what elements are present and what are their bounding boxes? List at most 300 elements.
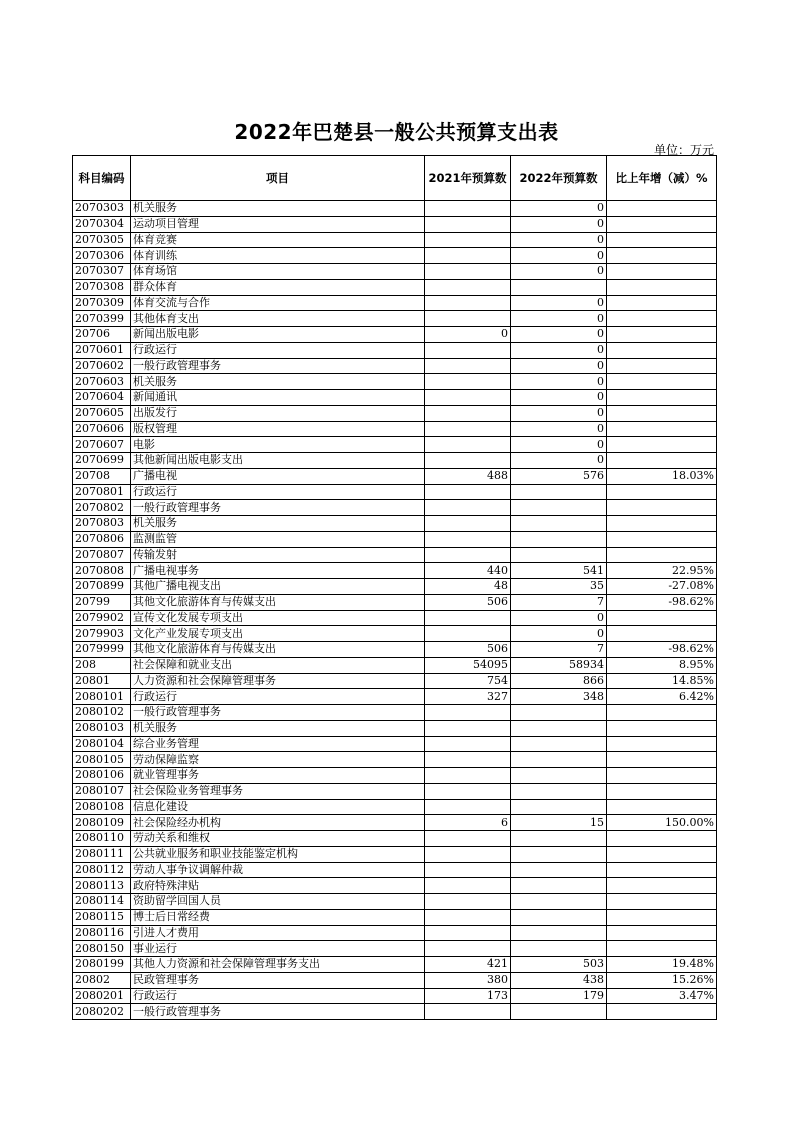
- row-2022-budget: [511, 547, 607, 563]
- row-code: 2070399: [73, 311, 131, 327]
- table-row: [73, 862, 717, 878]
- row-item: 电影: [131, 437, 425, 453]
- row-item: 传输发射: [131, 547, 425, 563]
- row-item: 新闻出版电影: [131, 327, 425, 343]
- row-item: 综合业务管理: [131, 736, 425, 752]
- row-2021-budget: [425, 878, 511, 894]
- row-code: 2079999: [73, 642, 131, 658]
- row-code: 2080105: [73, 752, 131, 768]
- row-change-pct: [607, 799, 717, 815]
- row-change-pct: [607, 610, 717, 626]
- row-2021-budget: [425, 783, 511, 799]
- row-code: 2080110: [73, 831, 131, 847]
- table-row: [73, 705, 717, 721]
- row-2022-budget: 0: [511, 610, 607, 626]
- table-row: [73, 201, 717, 217]
- row-2022-budget: [511, 500, 607, 516]
- row-2021-budget: [425, 311, 511, 327]
- row-2021-budget: [425, 894, 511, 910]
- table-row: [73, 405, 717, 421]
- row-2022-budget: [511, 516, 607, 532]
- table-row: [73, 342, 717, 358]
- table-row: [73, 374, 717, 390]
- row-code: 2070304: [73, 216, 131, 232]
- table-row: [73, 925, 717, 941]
- table-row: [73, 972, 717, 988]
- row-change-pct: [607, 783, 717, 799]
- row-2021-budget: [425, 752, 511, 768]
- row-item: 社会保险经办机构: [131, 815, 425, 831]
- table-row: [73, 626, 717, 642]
- row-change-pct: [607, 894, 717, 910]
- row-2022-budget: [511, 799, 607, 815]
- row-code: 2070699: [73, 453, 131, 469]
- row-2022-budget: [511, 941, 607, 957]
- row-code: 2070808: [73, 563, 131, 579]
- table-row: [73, 846, 717, 862]
- table-row: [73, 295, 717, 311]
- row-code: 2080106: [73, 768, 131, 784]
- table-row: [73, 768, 717, 784]
- row-code: 2079902: [73, 610, 131, 626]
- row-change-pct: 19.48%: [607, 957, 717, 973]
- row-2022-budget: [511, 909, 607, 925]
- row-2021-budget: [425, 799, 511, 815]
- table-row: [73, 720, 717, 736]
- row-item: 体育训练: [131, 248, 425, 264]
- row-2022-budget: 7: [511, 642, 607, 658]
- row-2021-budget: [425, 279, 511, 295]
- row-change-pct: [607, 390, 717, 406]
- row-2022-budget: [511, 1004, 607, 1020]
- table-row: [73, 657, 717, 673]
- row-2021-budget: 327: [425, 689, 511, 705]
- row-2022-budget: [511, 783, 607, 799]
- row-item: 行政运行: [131, 342, 425, 358]
- row-2022-budget: 0: [511, 295, 607, 311]
- row-2022-budget: 0: [511, 216, 607, 232]
- row-code: 2070602: [73, 358, 131, 374]
- row-item: 一般行政管理事务: [131, 500, 425, 516]
- table-row: [73, 390, 717, 406]
- row-change-pct: [607, 342, 717, 358]
- table-row: [73, 941, 717, 957]
- row-code: 2070305: [73, 232, 131, 248]
- row-item: 机关服务: [131, 720, 425, 736]
- row-2021-budget: [425, 547, 511, 563]
- row-code: 2080109: [73, 815, 131, 831]
- row-code: 2080111: [73, 846, 131, 862]
- row-2022-budget: 0: [511, 390, 607, 406]
- row-item: 社会保障和就业支出: [131, 657, 425, 673]
- row-2022-budget: [511, 484, 607, 500]
- row-2021-budget: [425, 846, 511, 862]
- row-2021-budget: [425, 437, 511, 453]
- table-row: [73, 547, 717, 563]
- row-2021-budget: [425, 736, 511, 752]
- row-2021-budget: 0: [425, 327, 511, 343]
- row-code: 2080101: [73, 689, 131, 705]
- table-row: [73, 594, 717, 610]
- page-title: 2022年巴楚县一般公共预算支出表: [234, 120, 559, 144]
- row-2021-budget: [425, 453, 511, 469]
- row-2021-budget: [425, 925, 511, 941]
- table-row: [73, 327, 717, 343]
- row-change-pct: 14.85%: [607, 673, 717, 689]
- row-code: 2080107: [73, 783, 131, 799]
- row-2021-budget: [425, 862, 511, 878]
- row-2022-budget: 0: [511, 453, 607, 469]
- row-item: 行政运行: [131, 988, 425, 1004]
- row-item: 一般行政管理事务: [131, 705, 425, 721]
- row-change-pct: [607, 925, 717, 941]
- table-row: [73, 988, 717, 1004]
- row-code: 2070606: [73, 421, 131, 437]
- row-2022-budget: 0: [511, 327, 607, 343]
- row-item: 博士后日常经费: [131, 909, 425, 925]
- row-2021-budget: [425, 705, 511, 721]
- table-row: [73, 752, 717, 768]
- row-2022-budget: 541: [511, 563, 607, 579]
- table-row: [73, 500, 717, 516]
- table-row: [73, 815, 717, 831]
- row-item: 其他文化旅游体育与传媒支出: [131, 594, 425, 610]
- row-change-pct: 3.47%: [607, 988, 717, 1004]
- row-2021-budget: [425, 232, 511, 248]
- row-change-pct: [607, 437, 717, 453]
- row-2022-budget: 0: [511, 201, 607, 217]
- table-row: [73, 642, 717, 658]
- row-2021-budget: [425, 500, 511, 516]
- row-2021-budget: 754: [425, 673, 511, 689]
- row-change-pct: [607, 500, 717, 516]
- row-2022-budget: [511, 846, 607, 862]
- row-item: 其他人力资源和社会保障管理事务支出: [131, 957, 425, 973]
- row-2021-budget: [425, 201, 511, 217]
- row-code: 2080116: [73, 925, 131, 941]
- row-2022-budget: 0: [511, 248, 607, 264]
- row-2021-budget: [425, 358, 511, 374]
- row-item: 行政运行: [131, 484, 425, 500]
- row-item: 群众体育: [131, 279, 425, 295]
- table-row: [73, 673, 717, 689]
- row-2022-budget: [511, 752, 607, 768]
- row-item: 一般行政管理事务: [131, 358, 425, 374]
- row-change-pct: [607, 279, 717, 295]
- row-item: 资助留学回国人员: [131, 894, 425, 910]
- row-item: 宣传文化发展专项支出: [131, 610, 425, 626]
- table-row: [73, 831, 717, 847]
- table-row: [73, 264, 717, 280]
- table-row: [73, 279, 717, 295]
- table-row: [73, 453, 717, 469]
- row-2022-budget: [511, 862, 607, 878]
- row-code: 20706: [73, 327, 131, 343]
- row-2021-budget: [425, 484, 511, 500]
- row-change-pct: [607, 516, 717, 532]
- row-change-pct: [607, 264, 717, 280]
- row-2021-budget: 173: [425, 988, 511, 1004]
- budget-table: [72, 155, 717, 1020]
- unit-label: 单位：万元: [653, 143, 714, 157]
- row-2022-budget: 576: [511, 468, 607, 484]
- row-2022-budget: 0: [511, 232, 607, 248]
- row-2022-budget: 0: [511, 342, 607, 358]
- row-item: 劳动人事争议调解仲裁: [131, 862, 425, 878]
- row-item: 信息化建设: [131, 799, 425, 815]
- row-2021-budget: 48: [425, 579, 511, 595]
- row-change-pct: 22.95%: [607, 563, 717, 579]
- row-change-pct: [607, 453, 717, 469]
- row-item: 其他新闻出版电影支出: [131, 453, 425, 469]
- table-row: [73, 421, 717, 437]
- row-change-pct: [607, 626, 717, 642]
- table-row: [73, 531, 717, 547]
- row-code: 2070605: [73, 405, 131, 421]
- row-item: 体育交流与合作: [131, 295, 425, 311]
- table-row: [73, 468, 717, 484]
- row-2022-budget: 0: [511, 374, 607, 390]
- row-change-pct: 8.95%: [607, 657, 717, 673]
- row-code: 208: [73, 657, 131, 673]
- row-code: 2070801: [73, 484, 131, 500]
- row-2022-budget: 0: [511, 405, 607, 421]
- row-2021-budget: [425, 264, 511, 280]
- row-change-pct: [607, 736, 717, 752]
- row-2021-budget: 6: [425, 815, 511, 831]
- row-2022-budget: [511, 720, 607, 736]
- table-row: [73, 563, 717, 579]
- table-row: [73, 894, 717, 910]
- row-code: 2080113: [73, 878, 131, 894]
- row-item: 就业管理事务: [131, 768, 425, 784]
- row-change-pct: [607, 374, 717, 390]
- row-code: 2080115: [73, 909, 131, 925]
- row-2022-budget: [511, 831, 607, 847]
- row-code: 20801: [73, 673, 131, 689]
- row-2021-budget: 506: [425, 642, 511, 658]
- row-2021-budget: [425, 768, 511, 784]
- row-code: 2070309: [73, 295, 131, 311]
- row-2021-budget: [425, 531, 511, 547]
- row-2021-budget: [425, 610, 511, 626]
- row-code: 2070807: [73, 547, 131, 563]
- row-code: 2070802: [73, 500, 131, 516]
- row-change-pct: [607, 248, 717, 264]
- row-change-pct: [607, 201, 717, 217]
- row-item: 广播电视: [131, 468, 425, 484]
- row-item: 其他广播电视支出: [131, 579, 425, 595]
- row-2021-budget: 54095: [425, 657, 511, 673]
- table-row: [73, 216, 717, 232]
- row-item: 体育场馆: [131, 264, 425, 280]
- header-item: 项目: [131, 156, 425, 201]
- row-item: 事业运行: [131, 941, 425, 957]
- table-row: [73, 878, 717, 894]
- row-2022-budget: 179: [511, 988, 607, 1004]
- row-code: 2080108: [73, 799, 131, 815]
- row-code: 2070303: [73, 201, 131, 217]
- row-change-pct: [607, 705, 717, 721]
- row-change-pct: [607, 216, 717, 232]
- table-row: [73, 610, 717, 626]
- row-change-pct: [607, 941, 717, 957]
- row-2022-budget: 7: [511, 594, 607, 610]
- row-change-pct: 6.42%: [607, 689, 717, 705]
- row-code: 2080202: [73, 1004, 131, 1020]
- table-row: [73, 736, 717, 752]
- row-code: 2080102: [73, 705, 131, 721]
- row-item: 出版发行: [131, 405, 425, 421]
- header-change-pct: 比上年增（减）%: [607, 156, 717, 201]
- row-change-pct: [607, 405, 717, 421]
- table-row: [73, 437, 717, 453]
- row-code: 2080103: [73, 720, 131, 736]
- row-item: 运动项目管理: [131, 216, 425, 232]
- row-change-pct: [607, 232, 717, 248]
- row-change-pct: [607, 547, 717, 563]
- row-2021-budget: [425, 342, 511, 358]
- table-row: [73, 248, 717, 264]
- row-2022-budget: 0: [511, 264, 607, 280]
- row-change-pct: -27.08%: [607, 579, 717, 595]
- row-2022-budget: [511, 279, 607, 295]
- header-code: 科目编码: [73, 156, 131, 201]
- row-code: 20708: [73, 468, 131, 484]
- row-item: 广播电视事务: [131, 563, 425, 579]
- row-item: 其他体育支出: [131, 311, 425, 327]
- row-item: 政府特殊津贴: [131, 878, 425, 894]
- row-2022-budget: 35: [511, 579, 607, 595]
- row-item: 机关服务: [131, 516, 425, 532]
- row-2022-budget: [511, 878, 607, 894]
- row-2022-budget: 866: [511, 673, 607, 689]
- row-code: 2080112: [73, 862, 131, 878]
- row-2021-budget: [425, 248, 511, 264]
- row-code: 2070308: [73, 279, 131, 295]
- row-change-pct: [607, 846, 717, 862]
- row-2022-budget: [511, 736, 607, 752]
- table-row: [73, 579, 717, 595]
- row-code: 2080201: [73, 988, 131, 1004]
- row-item: 劳动关系和维权: [131, 831, 425, 847]
- row-item: 体育竞赛: [131, 232, 425, 248]
- row-item: 其他文化旅游体育与传媒支出: [131, 642, 425, 658]
- row-item: 人力资源和社会保障管理事务: [131, 673, 425, 689]
- row-code: 2070604: [73, 390, 131, 406]
- row-change-pct: -98.62%: [607, 642, 717, 658]
- row-2021-budget: [425, 516, 511, 532]
- row-2021-budget: [425, 405, 511, 421]
- row-2022-budget: 0: [511, 421, 607, 437]
- row-code: 2079903: [73, 626, 131, 642]
- row-change-pct: [607, 909, 717, 925]
- row-change-pct: [607, 484, 717, 500]
- row-item: 机关服务: [131, 374, 425, 390]
- row-2022-budget: [511, 705, 607, 721]
- row-code: 2080150: [73, 941, 131, 957]
- header-2021-budget: 2021年预算数: [425, 156, 511, 201]
- row-item: 民政管理事务: [131, 972, 425, 988]
- row-code: 2080114: [73, 894, 131, 910]
- table-row: [73, 689, 717, 705]
- row-2022-budget: 0: [511, 437, 607, 453]
- row-change-pct: [607, 878, 717, 894]
- row-code: 2080199: [73, 957, 131, 973]
- row-change-pct: [607, 862, 717, 878]
- row-2021-budget: 506: [425, 594, 511, 610]
- row-2021-budget: [425, 831, 511, 847]
- table-row: [73, 484, 717, 500]
- row-2021-budget: [425, 909, 511, 925]
- table-row: [73, 957, 717, 973]
- table-row: [73, 909, 717, 925]
- row-change-pct: [607, 720, 717, 736]
- row-2021-budget: [425, 390, 511, 406]
- row-2021-budget: 488: [425, 468, 511, 484]
- row-2021-budget: [425, 421, 511, 437]
- row-2021-budget: [425, 720, 511, 736]
- row-2021-budget: [425, 295, 511, 311]
- row-2021-budget: [425, 374, 511, 390]
- row-change-pct: [607, 831, 717, 847]
- row-code: 20799: [73, 594, 131, 610]
- row-change-pct: -98.62%: [607, 594, 717, 610]
- row-2021-budget: [425, 1004, 511, 1020]
- table-row: [73, 783, 717, 799]
- row-2021-budget: 440: [425, 563, 511, 579]
- row-2022-budget: [511, 768, 607, 784]
- row-change-pct: [607, 327, 717, 343]
- row-code: 2080104: [73, 736, 131, 752]
- row-code: 2070607: [73, 437, 131, 453]
- row-code: 2070307: [73, 264, 131, 280]
- row-item: 监测监管: [131, 531, 425, 547]
- row-item: 劳动保障监察: [131, 752, 425, 768]
- table-row: [73, 311, 717, 327]
- row-change-pct: [607, 421, 717, 437]
- row-2022-budget: 15: [511, 815, 607, 831]
- row-item: 一般行政管理事务: [131, 1004, 425, 1020]
- table-body: [73, 201, 717, 1020]
- row-change-pct: 15.26%: [607, 972, 717, 988]
- row-change-pct: [607, 1004, 717, 1020]
- row-change-pct: 150.00%: [607, 815, 717, 831]
- row-2022-budget: 0: [511, 311, 607, 327]
- row-code: 2070603: [73, 374, 131, 390]
- row-2022-budget: 0: [511, 358, 607, 374]
- row-change-pct: [607, 752, 717, 768]
- row-2022-budget: [511, 894, 607, 910]
- row-code: 2070803: [73, 516, 131, 532]
- row-code: 2070601: [73, 342, 131, 358]
- row-2021-budget: 421: [425, 957, 511, 973]
- row-2022-budget: [511, 925, 607, 941]
- row-code: 20802: [73, 972, 131, 988]
- row-code: 2070806: [73, 531, 131, 547]
- row-code: 2070899: [73, 579, 131, 595]
- row-item: 版权管理: [131, 421, 425, 437]
- row-2022-budget: 438: [511, 972, 607, 988]
- table-row: [73, 358, 717, 374]
- row-2021-budget: 380: [425, 972, 511, 988]
- table-row: [73, 1004, 717, 1020]
- row-2022-budget: 503: [511, 957, 607, 973]
- row-change-pct: [607, 531, 717, 547]
- row-2022-budget: 0: [511, 626, 607, 642]
- row-item: 社会保险业务管理事务: [131, 783, 425, 799]
- row-item: 机关服务: [131, 201, 425, 217]
